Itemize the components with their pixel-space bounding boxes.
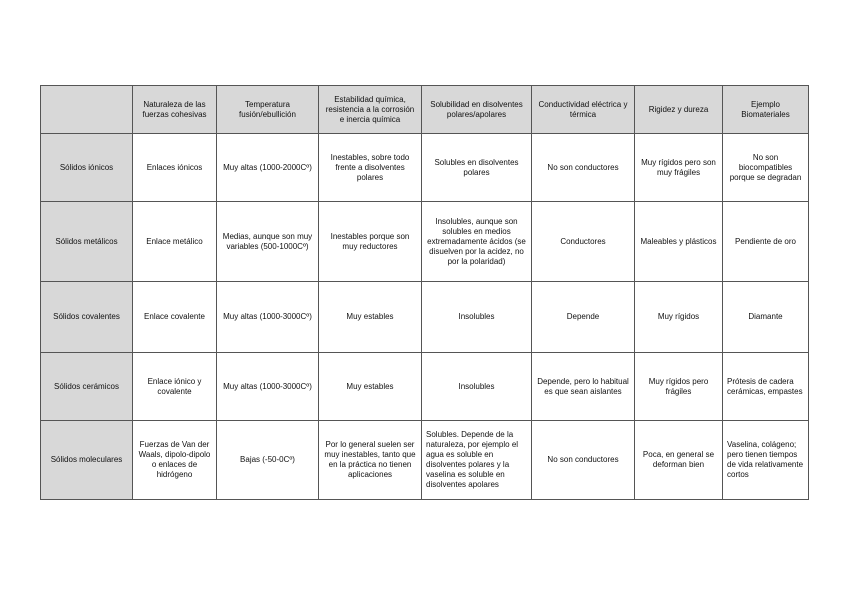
- table-cell: Muy estables: [319, 282, 422, 353]
- table-cell: Enlace metálico: [133, 202, 217, 282]
- table-cell: Enlace iónico y covalente: [133, 353, 217, 421]
- table-cell: Bajas (-50-0Cº): [217, 421, 319, 500]
- table-cell: Enlaces iónicos: [133, 134, 217, 202]
- table-cell: No son biocompatibles porque se degradan: [723, 134, 809, 202]
- materials-table: [40, 85, 809, 500]
- table-row: [41, 421, 809, 500]
- table-cell: Maleables y plásticos: [635, 202, 723, 282]
- table-cell: Insolubles, aunque son solubles en medios extremadamente ácidos (se disuelven por la acidez, no por la polaridad): [422, 202, 532, 282]
- table-cell: Insolubles: [422, 353, 532, 421]
- header-solubility: Solubilidad en disolventes polares/apolares: [422, 86, 532, 134]
- table-cell: Vaselina, colágeno; pero tienen tiempos de vida relativamente cortos: [723, 421, 809, 500]
- table-cell: Muy rígidos pero frágiles: [635, 353, 723, 421]
- header-conductivity: Conductividad eléctrica y térmica: [532, 86, 635, 134]
- row-label: Sólidos cerámicos: [41, 353, 133, 421]
- table-header: [41, 86, 809, 134]
- row-label: Sólidos metálicos: [41, 202, 133, 282]
- header-row: [41, 86, 809, 134]
- table-cell: Enlace covalente: [133, 282, 217, 353]
- table-row: [41, 353, 809, 421]
- table-cell: Conductores: [532, 202, 635, 282]
- table-cell: No son conductores: [532, 134, 635, 202]
- row-label: Sólidos moleculares: [41, 421, 133, 500]
- header-chemical-stability: Estabilidad química, resistencia a la corrosión e inercia química: [319, 86, 422, 134]
- header-rigidity: Rigidez y dureza: [635, 86, 723, 134]
- table-cell: Muy altas (1000-3000Cº): [217, 282, 319, 353]
- table-row: [41, 282, 809, 353]
- table-cell: Pendiente de oro: [723, 202, 809, 282]
- table-cell: Por lo general suelen ser muy inestables, tanto que en la práctica no tienen aplicaciones: [319, 421, 422, 500]
- header-biomaterials: Ejemplo Biomateriales: [723, 86, 809, 134]
- table-cell: Muy rígidos pero son muy frágiles: [635, 134, 723, 202]
- table-cell: Depende, pero lo habitual es que sean aislantes: [532, 353, 635, 421]
- table-cell: Solubles en disolventes polares: [422, 134, 532, 202]
- row-label: Sólidos iónicos: [41, 134, 133, 202]
- table-cell: Muy altas (1000-3000Cº): [217, 353, 319, 421]
- table-cell: Diamante: [723, 282, 809, 353]
- table-cell: Inestables, sobre todo frente a disolventes polares: [319, 134, 422, 202]
- header-temperature: Temperatura fusión/ebullición: [217, 86, 319, 134]
- table-row: [41, 134, 809, 202]
- table-cell: Muy altas (1000-2000Cº): [217, 134, 319, 202]
- table-cell: Depende: [532, 282, 635, 353]
- table-cell: Insolubles: [422, 282, 532, 353]
- row-label: Sólidos covalentes: [41, 282, 133, 353]
- table-cell: Poca, en general se deforman bien: [635, 421, 723, 500]
- table-cell: No son conductores: [532, 421, 635, 500]
- table-cell: Fuerzas de Van der Waals, dipolo-dipolo o enlaces de hidrógeno: [133, 421, 217, 500]
- table-cell: Muy estables: [319, 353, 422, 421]
- header-corner: [41, 86, 133, 134]
- table-cell: Prótesis de cadera cerámicas, empastes: [723, 353, 809, 421]
- table-cell: Solubles. Depende de la naturaleza, por ejemplo el agua es soluble en disolventes polares y la vaselina es soluble en disolventes apolares: [422, 421, 532, 500]
- table-cell: Medias, aunque son muy variables (500-1000Cº): [217, 202, 319, 282]
- table-cell: Muy rígidos: [635, 282, 723, 353]
- table-cell: Inestables porque son muy reductores: [319, 202, 422, 282]
- table-row: [41, 202, 809, 282]
- table-body: [41, 134, 809, 500]
- header-cohesive-forces: Naturaleza de las fuerzas cohesivas: [133, 86, 217, 134]
